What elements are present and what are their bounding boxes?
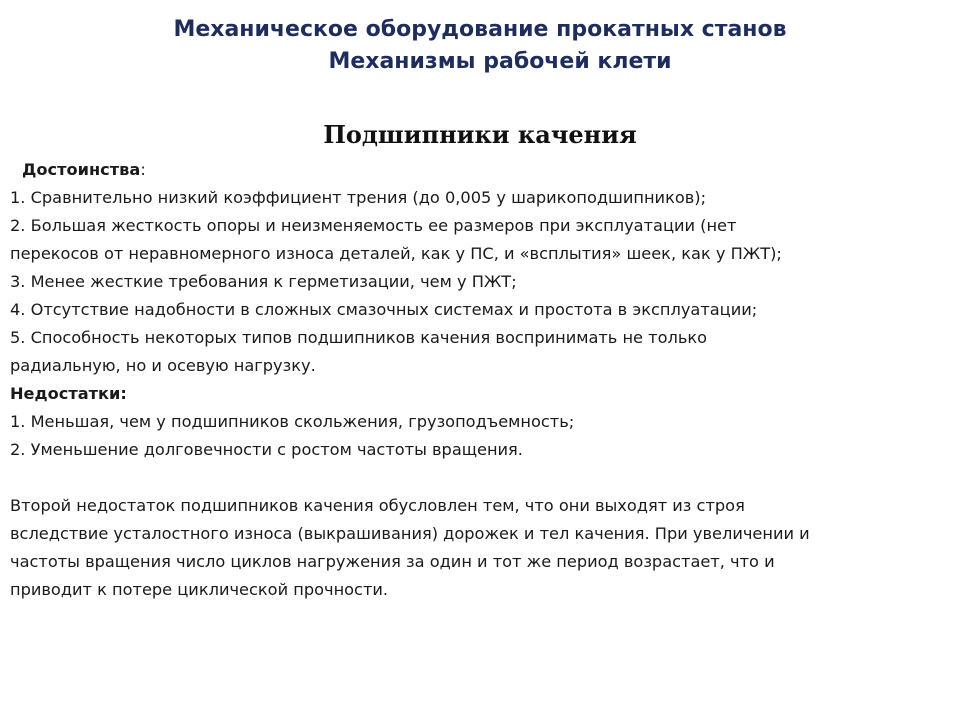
disadvantages-heading: Недостатки:: [10, 384, 127, 403]
advantage-line: 4. Отсутствие надобности в сложных смазочных системах и простота в эксплуатации;: [10, 300, 758, 319]
advantage-line: 5. Способность некоторых типов подшипников качения воспринимать не только: [10, 328, 708, 347]
advantages-heading-colon: :: [140, 160, 146, 179]
advantage-line: перекосов от неравномерного износа деталей, как у ПС, и «всплытия» шеек, как у ПЖТ);: [10, 244, 782, 263]
advantage-line: 2. Большая жесткость опоры и неизменяемость ее размеров при эксплуатации (нет: [10, 216, 737, 235]
paragraph-line: приводит к потере циклической прочности.: [10, 580, 389, 599]
slide-subtitle: Подшипники качения: [323, 120, 637, 149]
paragraph-line: частоты вращения число циклов нагружения за один и тот же период возрастает, что и: [10, 552, 775, 571]
slide-body: [10, 156, 955, 604]
disadvantage-line: 2. Уменьшение долговечности с ростом частоты вращения.: [10, 440, 523, 459]
slide-header: [0, 14, 960, 78]
disadvantage-line: 1. Меньшая, чем у подшипников скольжения, грузоподъемность;: [10, 412, 575, 431]
header-title-line2: Механизмы рабочей клети: [328, 49, 672, 74]
paragraph-line: Второй недостаток подшипников качения обусловлен тем, что они выходят из строя: [10, 496, 745, 515]
paragraph-line: вследствие усталостного износа (выкрашивания) дорожек и тел качения. При увеличении и: [10, 524, 810, 543]
advantage-line: 3. Менее жесткие требования к герметизации, чем у ПЖТ;: [10, 272, 517, 291]
paragraph-spacer: [10, 464, 955, 492]
advantage-line: радиальную, но и осевую нагрузку.: [10, 356, 316, 375]
advantages-heading-label: Достоинства: [22, 160, 141, 179]
advantage-line: 1. Сравнительно низкий коэффициент трения (до 0,005 у шарикоподшипников);: [10, 188, 707, 207]
header-title-line1: Механическое оборудование прокатных станов: [173, 17, 787, 42]
advantages-heading: [22, 156, 955, 184]
